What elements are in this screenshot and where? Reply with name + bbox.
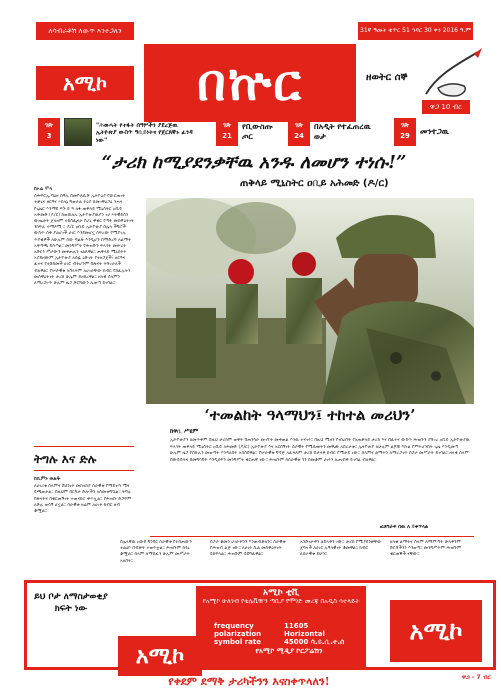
page-marker: ገጽ 29 [394, 118, 416, 146]
issue-price: ዋጋ 10 ብር [422, 100, 470, 114]
continued-note: ፎቶግራፍ በዉ ለ ይቀጥላል [380, 524, 429, 530]
lower-column: ዘላቂ ልማትና ሰላም ለማምጣት ሁላችንም ድርሻችንን እንወጣ። መንግሥትም ሕዝቡም ቁርጠኞች ናቸው። [390, 540, 462, 558]
left-column-lower [34, 476, 134, 515]
newspaper-title: በኵር [144, 44, 356, 122]
nav-title: መንተጋዉ [420, 127, 449, 136]
main-headline: “ታሪክ ከሚያደንቃቸዉ አንዱ ለመሆን ተነሱ!” [101, 152, 407, 173]
amico-logo-right: አሚኮ [390, 600, 482, 662]
tagline: ዘወትር ሰኞ [366, 72, 408, 83]
tv-title: አሚኮ ቲቪ [262, 588, 300, 598]
symbol-rate-value: 45000 ሳ.ይ.ሲ.ተ.ሰ [284, 638, 345, 646]
amico-logo-small: አሚኮ [36, 66, 134, 100]
soldier-thumbnail [64, 118, 92, 146]
headline-attribution: ጠቅላይ ሚኒስትር ዐቢይ አሕመድ (ዶ/ር) [240, 178, 389, 189]
column-text: ለሀገሪቱ ሰላምና ደህንነት መከላከያ ሰራዊቱ የማይተካ ሚና ይጫወታል። በዚህም በርካታ ድሎችን አስመዝግቧል። ትግሉ በጽናትና በቁርጠኝነት ተጠናክሮ ቀጥሏል። የሕዝቡ ድጋፍም ለድሉ ወሳኝ ሆኗል። ሰራዊቱ ዛሬም ለሀገሩ ክብር ዘብ ቆሟል። [34, 484, 132, 515]
nav-item[interactable] [216, 118, 276, 146]
slogan: የቀደም ደማቅ ታሪካችንን እናስቀጥላለን! [168, 675, 330, 688]
article-body: ኢትዮጵያን ለመጥቀም በዚህ ታሪክም ወቅት በጠንካራ መገኘት መቀጠል እንዉ ተናገሩ። በዚህ ሚዛን የነበረበት የአጠቃላይ ታሪክ እና በፈተና ውስጥ ሕዝቡን ያሻገረ ዐቢይ ኢትዮጵያዉ ፍላጎት ጠቅላይ ሚኒስትር ዐቢይ አሕመድ (ዶ/ር) ኢትዮጵያ እና አርበኝነት ሰራዊት የሚሰጡትን መዋጮ አበረታቱ። ኢትዮጵያ ለሁሉም ልጆቿ እኩል የምትሆንበት ጊዜ እንዲመጣ ሁሉም ዜጋ የበኩሉን መወጣት እንዳለበት አሳስበዋል። የሠራዊቱ ግዳጅ አፈጻጸም ታሪክ በታላቅ ክብር የሚታይ ነው። ሰላምና ልማትን ለማረጋገጥ በጋራ መሥራት ይገባል። ዘላቂ ሰላም በውይይትና በመግባባት እንዲሰፍን መንግሥት ቁርጠኛ ነው። ሕዝቡም ከሰራዊቱ ጎን በመቆም ሀገሩን ሊጠብቅ ይገባል ብለዋል። [170, 438, 470, 463]
pen-hand-icon [418, 44, 488, 106]
motto-label: ለሳብራቶሽ ለውጥ እንተጋለን [36, 22, 134, 40]
byline: ከዋቢ ሥዩም [170, 428, 199, 435]
author: ከቢምኑ ወልዱ [34, 476, 61, 482]
page-marker: ገጽ 24 [288, 118, 310, 146]
symbol-rate-label: symbol rate [214, 638, 261, 646]
page-code: ዋጋ - 7 ብር [462, 674, 491, 681]
polarization-value: Horizontal [284, 630, 325, 638]
nav-title: በአዲት የተፈጠረዉ ወታ [314, 122, 371, 141]
nav-title: የቢውስጡ ጦር [242, 122, 273, 141]
tv-description: የአሚኮ ሁለገብ የቴሌቪዥን ጣቢያ የሞገድ መረጃ በአዲስ ሳተላይት [202, 597, 360, 606]
column-text: ሰሐፍርኢ ግዕዛ በዓሉ በመዮጸሲድ ኢትዮዕያ የውርጠነት ተቃኑና ዘርዓና ኣስላኔ ግወራል ትዕያ ከመገዋዕጋዕ ንሓና የጊዜር እንማዩ ፍጉ ይ ዓ ለፋ ጠቅላይ ሚኒስትር ዐቢይ አሕመድ (ዶ/ር) ከወዉለኡ ኢትዮጵያዉያን ገሀ ኣትዊይሰን ውጤታት ጀላዛም ተከስፌናታ የሆኑ ዋቂር የጣፉ መስዋዕትነት ንክፍሉ ተማጾሚ ፡፡ ዶ/ር ዐቢይ ኢትዮጵያ በሌላ ችግሮች ውስጥ ሰቅ ያልሆነች ሀገር እንደመሆኗ ሰፍረው የሚያገሉ ጥያቄዎች ለሁሉም ሰው ግልጽ እንዲሆን በማድረግ ለልማት አቅጣጫ ይሰጣል። መንግሥት የሕዝቡን ፍላጎት መሠረት አድርጎ ሥራውን መቀጠሉን ገልጸዋል። ጠቅላይ ሚኒስትሩ አያይዘውም ኢትዮጵያ ለሰፊ ዕድገት የተዘጋጀች፣ ዘርዓና ፈተና የተሸከመች ሀገር ብትሆንም በጽናት ትሻገራለች ብለዋል። የሠራዊቱ አባላትም ለሀገራቸው ክብር የከፈሉትን መስዋዕትነት ታሪክ ሁሌም ይዘክረዋል። ዘላቂ ሰላምን ለማረጋገጥ ሁሉም ዜጋ ድርሻውን ሊወጣ ይገባል። [34, 194, 134, 287]
freq-value: 11605 [284, 622, 309, 630]
lower-column: በሌላኛዉ ዐውደ ግንባር ሰራዊቱ የተሰጠውን ተልዕኮ በብቃት ተወጥቷል። ሕዝቡም ከጎኑ ቆሟል። ሰላም ለማስፈን ሁሉም መሥራት አለበት። [120, 540, 192, 564]
freq-label: frequency [214, 622, 254, 630]
left-column [34, 186, 134, 287]
page-marker: ገጽ 21 [216, 118, 238, 146]
amico-logo-left: አሚኮ [118, 636, 202, 676]
section-heading: ትግሉ እና ድሉ [34, 452, 97, 466]
nav-item[interactable] [394, 118, 468, 146]
pull-quote: ‘ተመልከት ዓላማህን፤ ተከተል መሪህን’ [204, 406, 416, 424]
polarization-label: polarization [214, 630, 262, 638]
nav-title: "ሕወሓት የተፋት ሰዓሦችን ያደረጅዉ ኢትዮጵያ ውስጥ ዓቢይነትና የጀርጸኞኑ ፈንዳ ነው" [96, 122, 193, 144]
tv-footer: የአሚኮ ሚዲያ ኮርፖሬሽን [255, 647, 323, 655]
soldiers-saluting-image [146, 198, 474, 404]
author: ከኦሬ ሞላ [34, 186, 53, 192]
nav-item[interactable] [288, 118, 378, 146]
tv-specs [214, 622, 364, 655]
contents-bar [38, 118, 468, 146]
ad-space-notice: ይህ ቦታ ለማስታወቂያ ክፍት ነው [34, 592, 108, 614]
divider [150, 536, 474, 537]
page-marker: ገጽ 3 [38, 118, 60, 146]
lower-column: በጋራ ቆመን ሀገራችንን እንጠብቃለን። ሰራዊቱ የሕዝብ ልጅ ነው። ለሀገሩ ሲል መስዋዕትነት ይከፍላል። ሕዝቡም ይደግፈዋል። [210, 540, 286, 558]
nav-item[interactable] [38, 118, 198, 146]
masthead [8, 8, 493, 112]
divider [34, 446, 134, 447]
lower-column: አንድነታችን ኃይላችን ነው። ታሪክ የሚያደንቃቸው ጀግኖች ለሀገር ሉዓላዊነት ቆመዋል። ክብር ለሰራዊቱ ይሁን። [300, 540, 382, 558]
lead-photo [146, 198, 474, 404]
dateline: 31ኛ ዓመት ቁጥር 51 ኅዳር 30 ቀን 2016 ዓ.ም [358, 22, 473, 40]
divider [34, 470, 134, 471]
